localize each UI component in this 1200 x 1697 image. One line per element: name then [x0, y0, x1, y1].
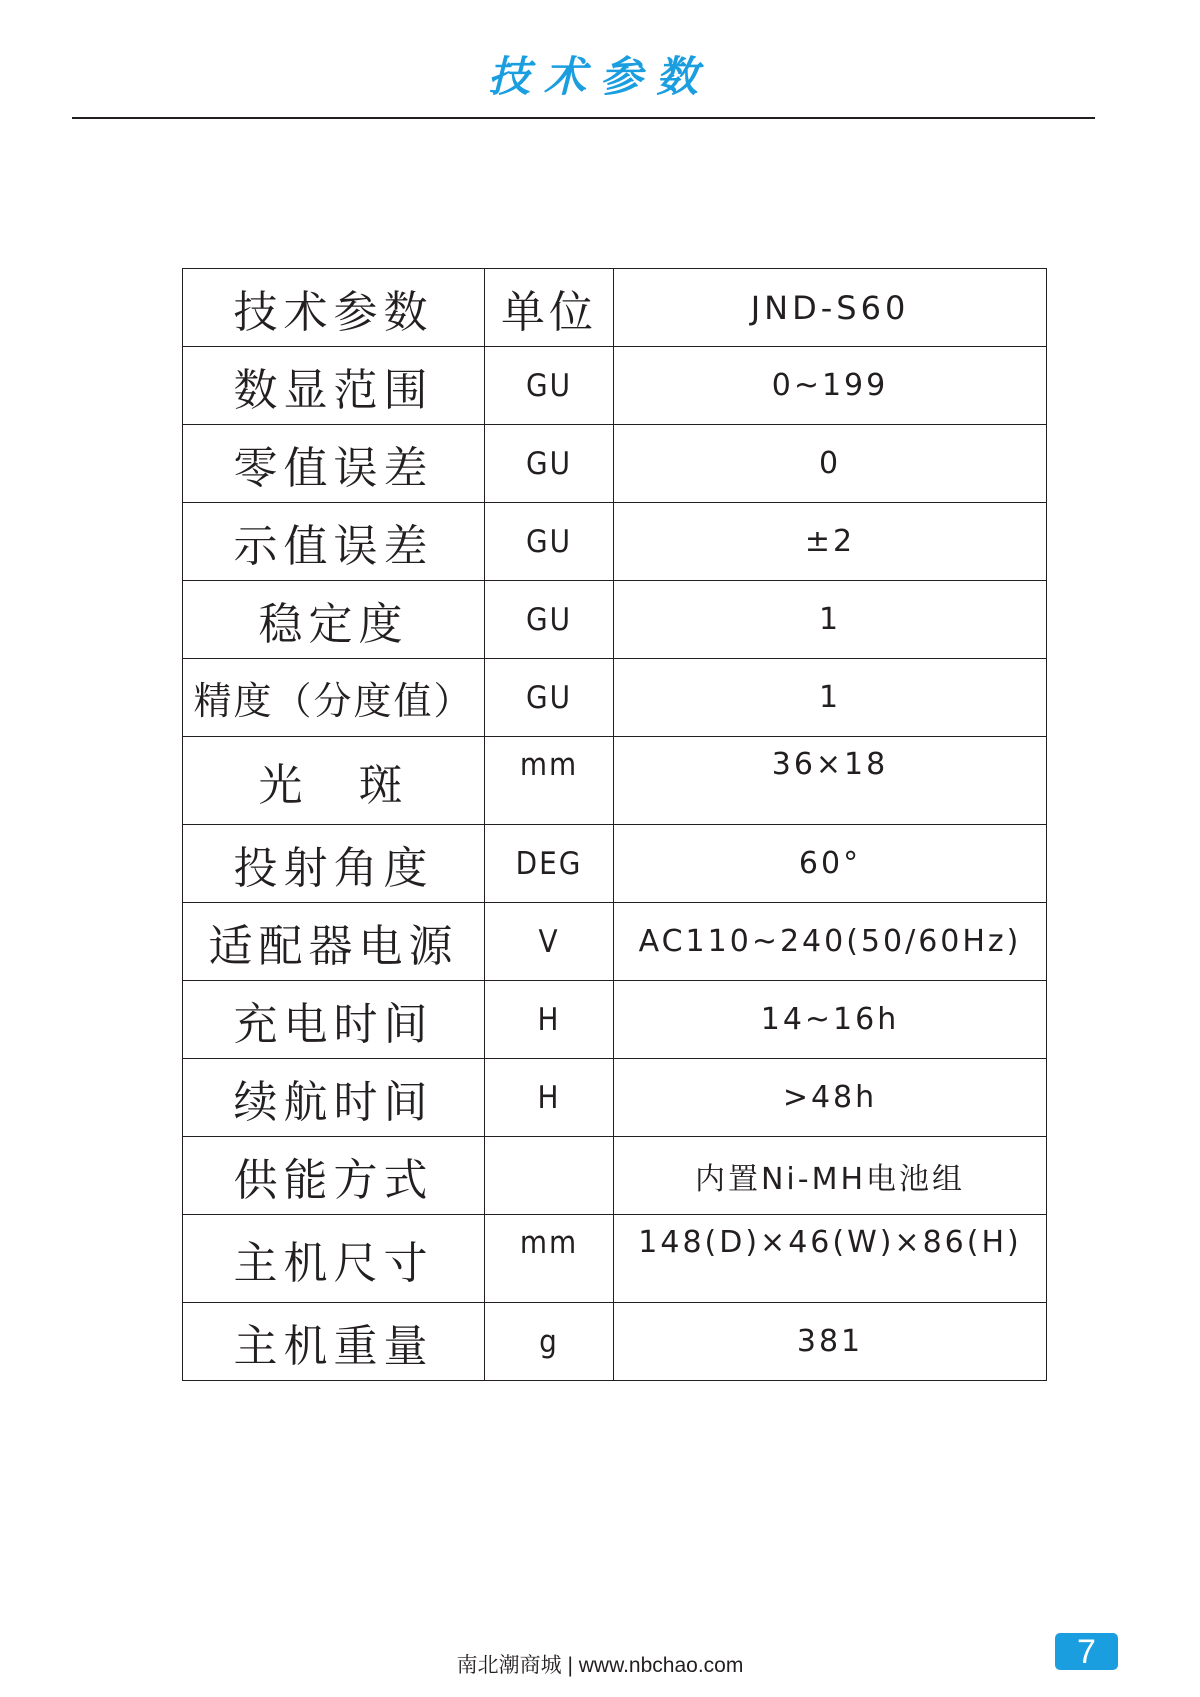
param-unit: GU [485, 581, 614, 659]
param-name: 数显范围 [183, 347, 485, 425]
param-name: 精度（分度值） [183, 659, 485, 737]
table-header-row [183, 269, 1047, 347]
param-value: 381 [614, 1303, 1047, 1381]
column-header-unit: 单位 [485, 269, 614, 347]
table-row [183, 1137, 1047, 1215]
param-value: 内置Ni-MH电池组 [614, 1137, 1047, 1215]
table-row [183, 1303, 1047, 1381]
footer-site-link[interactable]: 南北潮商城 | www.nbchao.com [456, 1654, 744, 1677]
table-row [183, 581, 1047, 659]
table-row [183, 425, 1047, 503]
page-title: 技术参数 [487, 52, 712, 101]
param-value: AC110~240(50/60Hz) [614, 903, 1047, 981]
table-row [183, 1059, 1047, 1137]
page-number-badge: 7 [1055, 1633, 1118, 1670]
param-value: 14~16h [614, 981, 1047, 1059]
param-name: 稳定度 [183, 581, 485, 659]
param-name: 续航时间 [183, 1059, 485, 1137]
param-name: 主机重量 [183, 1303, 485, 1381]
param-value: ±2 [614, 503, 1047, 581]
table-row [183, 737, 1047, 825]
param-name: 示值误差 [183, 503, 485, 581]
param-name: 供能方式 [183, 1137, 485, 1215]
param-name: 主机尺寸 [183, 1215, 485, 1303]
header-divider [72, 117, 1095, 119]
param-unit: DEG [485, 825, 614, 903]
param-name: 适配器电源 [183, 903, 485, 981]
param-value: >48h [614, 1059, 1047, 1137]
param-unit: V [485, 903, 614, 981]
param-value: 148(D)×46(W)×86(H) [614, 1215, 1047, 1303]
param-unit: GU [485, 503, 614, 581]
param-value: 36×18 [614, 737, 1047, 825]
table-row [183, 981, 1047, 1059]
param-unit: H [485, 1059, 614, 1137]
table-row [183, 903, 1047, 981]
column-header-model: JND-S60 [614, 269, 1047, 347]
table-row [183, 659, 1047, 737]
param-unit: GU [485, 659, 614, 737]
param-value: 0 [614, 425, 1047, 503]
column-header-parameter: 技术参数 [183, 269, 485, 347]
param-unit: g [485, 1303, 614, 1381]
param-name: 充电时间 [183, 981, 485, 1059]
param-unit [485, 1137, 614, 1215]
param-unit: GU [485, 347, 614, 425]
param-name: 零值误差 [183, 425, 485, 503]
table-row [183, 347, 1047, 425]
table-row [183, 825, 1047, 903]
param-unit: GU [485, 425, 614, 503]
table-row [183, 503, 1047, 581]
param-unit: mm [485, 737, 614, 825]
param-value: 1 [614, 659, 1047, 737]
param-value: 1 [614, 581, 1047, 659]
param-value: 0~199 [614, 347, 1047, 425]
table-row [183, 1215, 1047, 1303]
param-unit: H [485, 981, 614, 1059]
param-name: 投射角度 [183, 825, 485, 903]
param-name: 光 斑 [183, 737, 485, 825]
param-value: 60° [614, 825, 1047, 903]
param-unit: mm [485, 1215, 614, 1303]
spec-table [182, 268, 1047, 1381]
